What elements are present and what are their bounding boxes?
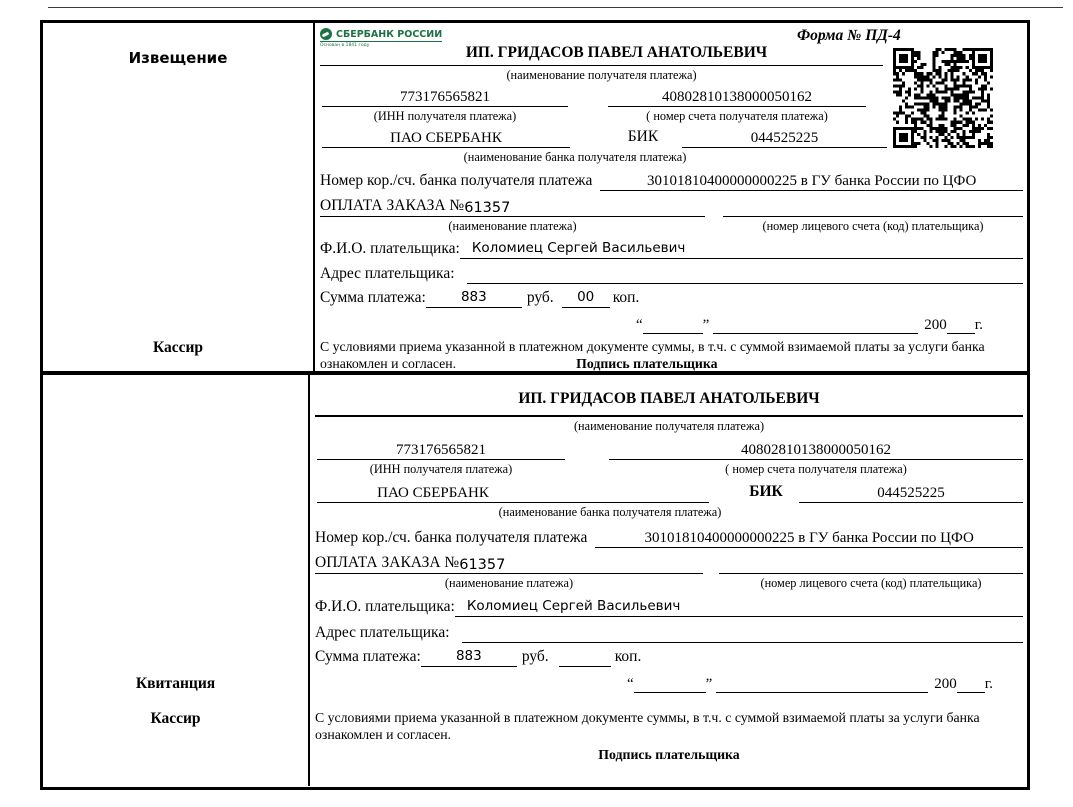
kop-unit: коп. <box>614 648 642 665</box>
bank-caption: (наименование банка получателя платежа) <box>463 150 687 164</box>
pd4-form <box>40 20 1030 790</box>
sberbank-tagline: Основан в 1841 году <box>320 43 370 48</box>
purpose-caption: (наименование платежа) <box>444 576 574 590</box>
fio-value: Коломиец Сергей Васильевич <box>455 597 1023 617</box>
address-label: Адрес плательщика: <box>315 624 450 641</box>
year-prefix: 200 <box>924 317 947 333</box>
receipt-header-row <box>315 381 1023 415</box>
receipt-title: Квитанция <box>135 675 216 692</box>
purpose-captions-row <box>315 574 1023 591</box>
account-value: 40802810138000050162 <box>608 89 866 107</box>
address-value <box>467 283 1023 284</box>
payee-name: ИП. ГРИДАСОВ ПАВЕЛ АНАТОЛЬЕВИЧ <box>518 390 820 407</box>
terms-line1: С условиями приема указанной в платежном документе суммы, в т.ч. с суммой взимаемой платы за услуги банка <box>320 339 985 354</box>
notice-content <box>315 23 1027 371</box>
terms-block <box>320 338 1023 372</box>
notice-title: Извещение <box>128 49 228 67</box>
bik-label: БИК <box>749 483 783 500</box>
inn-caption: (ИНН получателя платежа) <box>369 462 513 476</box>
rub-unit: руб. <box>526 289 554 306</box>
bank-name: ПАО СБЕРБАНК <box>322 130 570 148</box>
corr-label: Номер кор./сч. банка получателя платежа <box>315 529 588 546</box>
order-number: 61357 <box>464 200 511 216</box>
amount-rub-value: 883 <box>426 288 522 308</box>
year-suffix: г. <box>984 676 993 692</box>
inn-value: 773176565821 <box>317 442 565 460</box>
corr-label: Номер кор./сч. банка получателя платежа <box>320 172 593 189</box>
payer-address-row <box>320 259 1023 284</box>
year-suffix: г. <box>974 317 983 333</box>
form-label: Форма № ПД-4 <box>797 27 901 44</box>
bank-caption: (наименование банка получателя платежа) <box>498 505 722 519</box>
payment-purpose-row <box>315 548 1023 574</box>
amount-label: Сумма платежа: <box>315 648 421 665</box>
payer-signature-label: Подпись плательщика <box>598 747 740 762</box>
payee-name-caption: (наименование получателя платежа) <box>506 68 697 82</box>
inn-account-values-row <box>315 434 1023 460</box>
payment-purpose-row <box>320 191 1023 217</box>
corr-account-value: 30101810400000000225 в ГУ банка России по ЦФО <box>595 530 1023 548</box>
terms-line1: С условиями приема указанной в платежном документе суммы, в т.ч. с суммой взимаемой платы за услуги банка <box>315 710 980 725</box>
receipt-stub <box>43 375 310 786</box>
amount-row <box>315 643 1023 667</box>
payer-fio-row <box>320 234 1023 259</box>
close-quote: ” <box>702 317 710 333</box>
inn-caption: (ИНН получателя платежа) <box>373 109 517 123</box>
payee-name: ИП. ГРИДАСОВ ПАВЕЛ АНАТОЛЬЕВИЧ <box>465 44 768 61</box>
fio-label: Ф.И.О. плательщика: <box>320 240 460 257</box>
payer-signature-label: Подпись плательщика <box>576 356 718 371</box>
terms-line2: ознакомлен и согласен. <box>320 356 457 371</box>
receipt-content <box>310 375 1027 786</box>
close-quote: ” <box>705 676 713 692</box>
fio-value: Коломиец Сергей Васильевич <box>460 239 1023 259</box>
fio-label: Ф.И.О. плательщика: <box>315 598 455 615</box>
amount-kop-value <box>559 666 611 667</box>
cashier-label: Кассир <box>150 710 201 727</box>
account-caption: ( номер счета получателя платежа) <box>646 109 828 123</box>
account-value: 40802810138000050162 <box>609 442 1023 460</box>
receipt-section <box>43 375 1027 786</box>
personal-account-blank <box>719 573 1023 574</box>
corr-account-value: 30101810400000000225 в ГУ банка России по ЦФО <box>600 173 1023 191</box>
rub-unit: руб. <box>521 648 549 665</box>
page-top-divider <box>48 7 1063 8</box>
account-caption: ( номер счета получателя платежа) <box>725 462 907 476</box>
personal-account-caption: (номер лицевого счета (код) плательщика) <box>762 219 984 233</box>
bank-name: ПАО СБЕРБАНК <box>317 485 709 503</box>
amount-kop-value: 00 <box>562 288 610 308</box>
cashier-label: Кассир <box>152 339 204 356</box>
address-value <box>462 642 1023 643</box>
order-number: 61357 <box>459 557 506 573</box>
qr-code <box>893 48 993 148</box>
payment-purpose-label: ОПЛАТА ЗАКАЗА № <box>315 554 460 571</box>
inn-account-captions-row <box>315 460 1023 477</box>
personal-account-caption: (номер лицевого счета (код) плательщика) <box>760 576 982 590</box>
personal-account-blank <box>723 216 1023 217</box>
bank-bik-row <box>315 477 1023 503</box>
corr-account-row <box>320 165 1023 191</box>
date-row <box>315 667 1023 693</box>
bik-label: БИК <box>627 128 659 145</box>
payer-address-row <box>315 617 1023 643</box>
open-quote: “ <box>635 317 643 333</box>
payee-name-caption: (наименование получателя платежа) <box>573 419 765 433</box>
notice-section <box>43 23 1027 375</box>
purpose-caption: (наименование платежа) <box>448 219 577 233</box>
year-prefix: 200 <box>934 676 957 692</box>
kop-unit: коп. <box>612 289 640 306</box>
sberbank-logo-icon <box>320 28 332 40</box>
payment-purpose-label: ОПЛАТА ЗАКАЗА № <box>320 197 465 214</box>
sberbank-brand-text: СБЕРБАНК РОССИИ <box>336 28 443 40</box>
purpose-captions-row <box>320 217 1023 234</box>
terms-line2: ознакомлен и согласен. <box>315 727 452 742</box>
date-row <box>320 308 1023 334</box>
bik-value: 044525225 <box>799 485 1023 503</box>
amount-label: Сумма платежа: <box>320 289 426 306</box>
inn-value: 773176565821 <box>322 89 568 107</box>
bik-value: 044525225 <box>682 130 887 148</box>
amount-row <box>320 284 1023 308</box>
amount-rub-value: 883 <box>421 647 517 667</box>
sberbank-logo <box>320 25 460 65</box>
terms-block <box>315 709 1023 763</box>
notice-stub <box>43 23 315 371</box>
open-quote: “ <box>626 676 634 692</box>
address-label: Адрес плательщика: <box>320 265 455 282</box>
corr-account-row <box>315 520 1023 548</box>
payer-fio-row <box>315 591 1023 617</box>
